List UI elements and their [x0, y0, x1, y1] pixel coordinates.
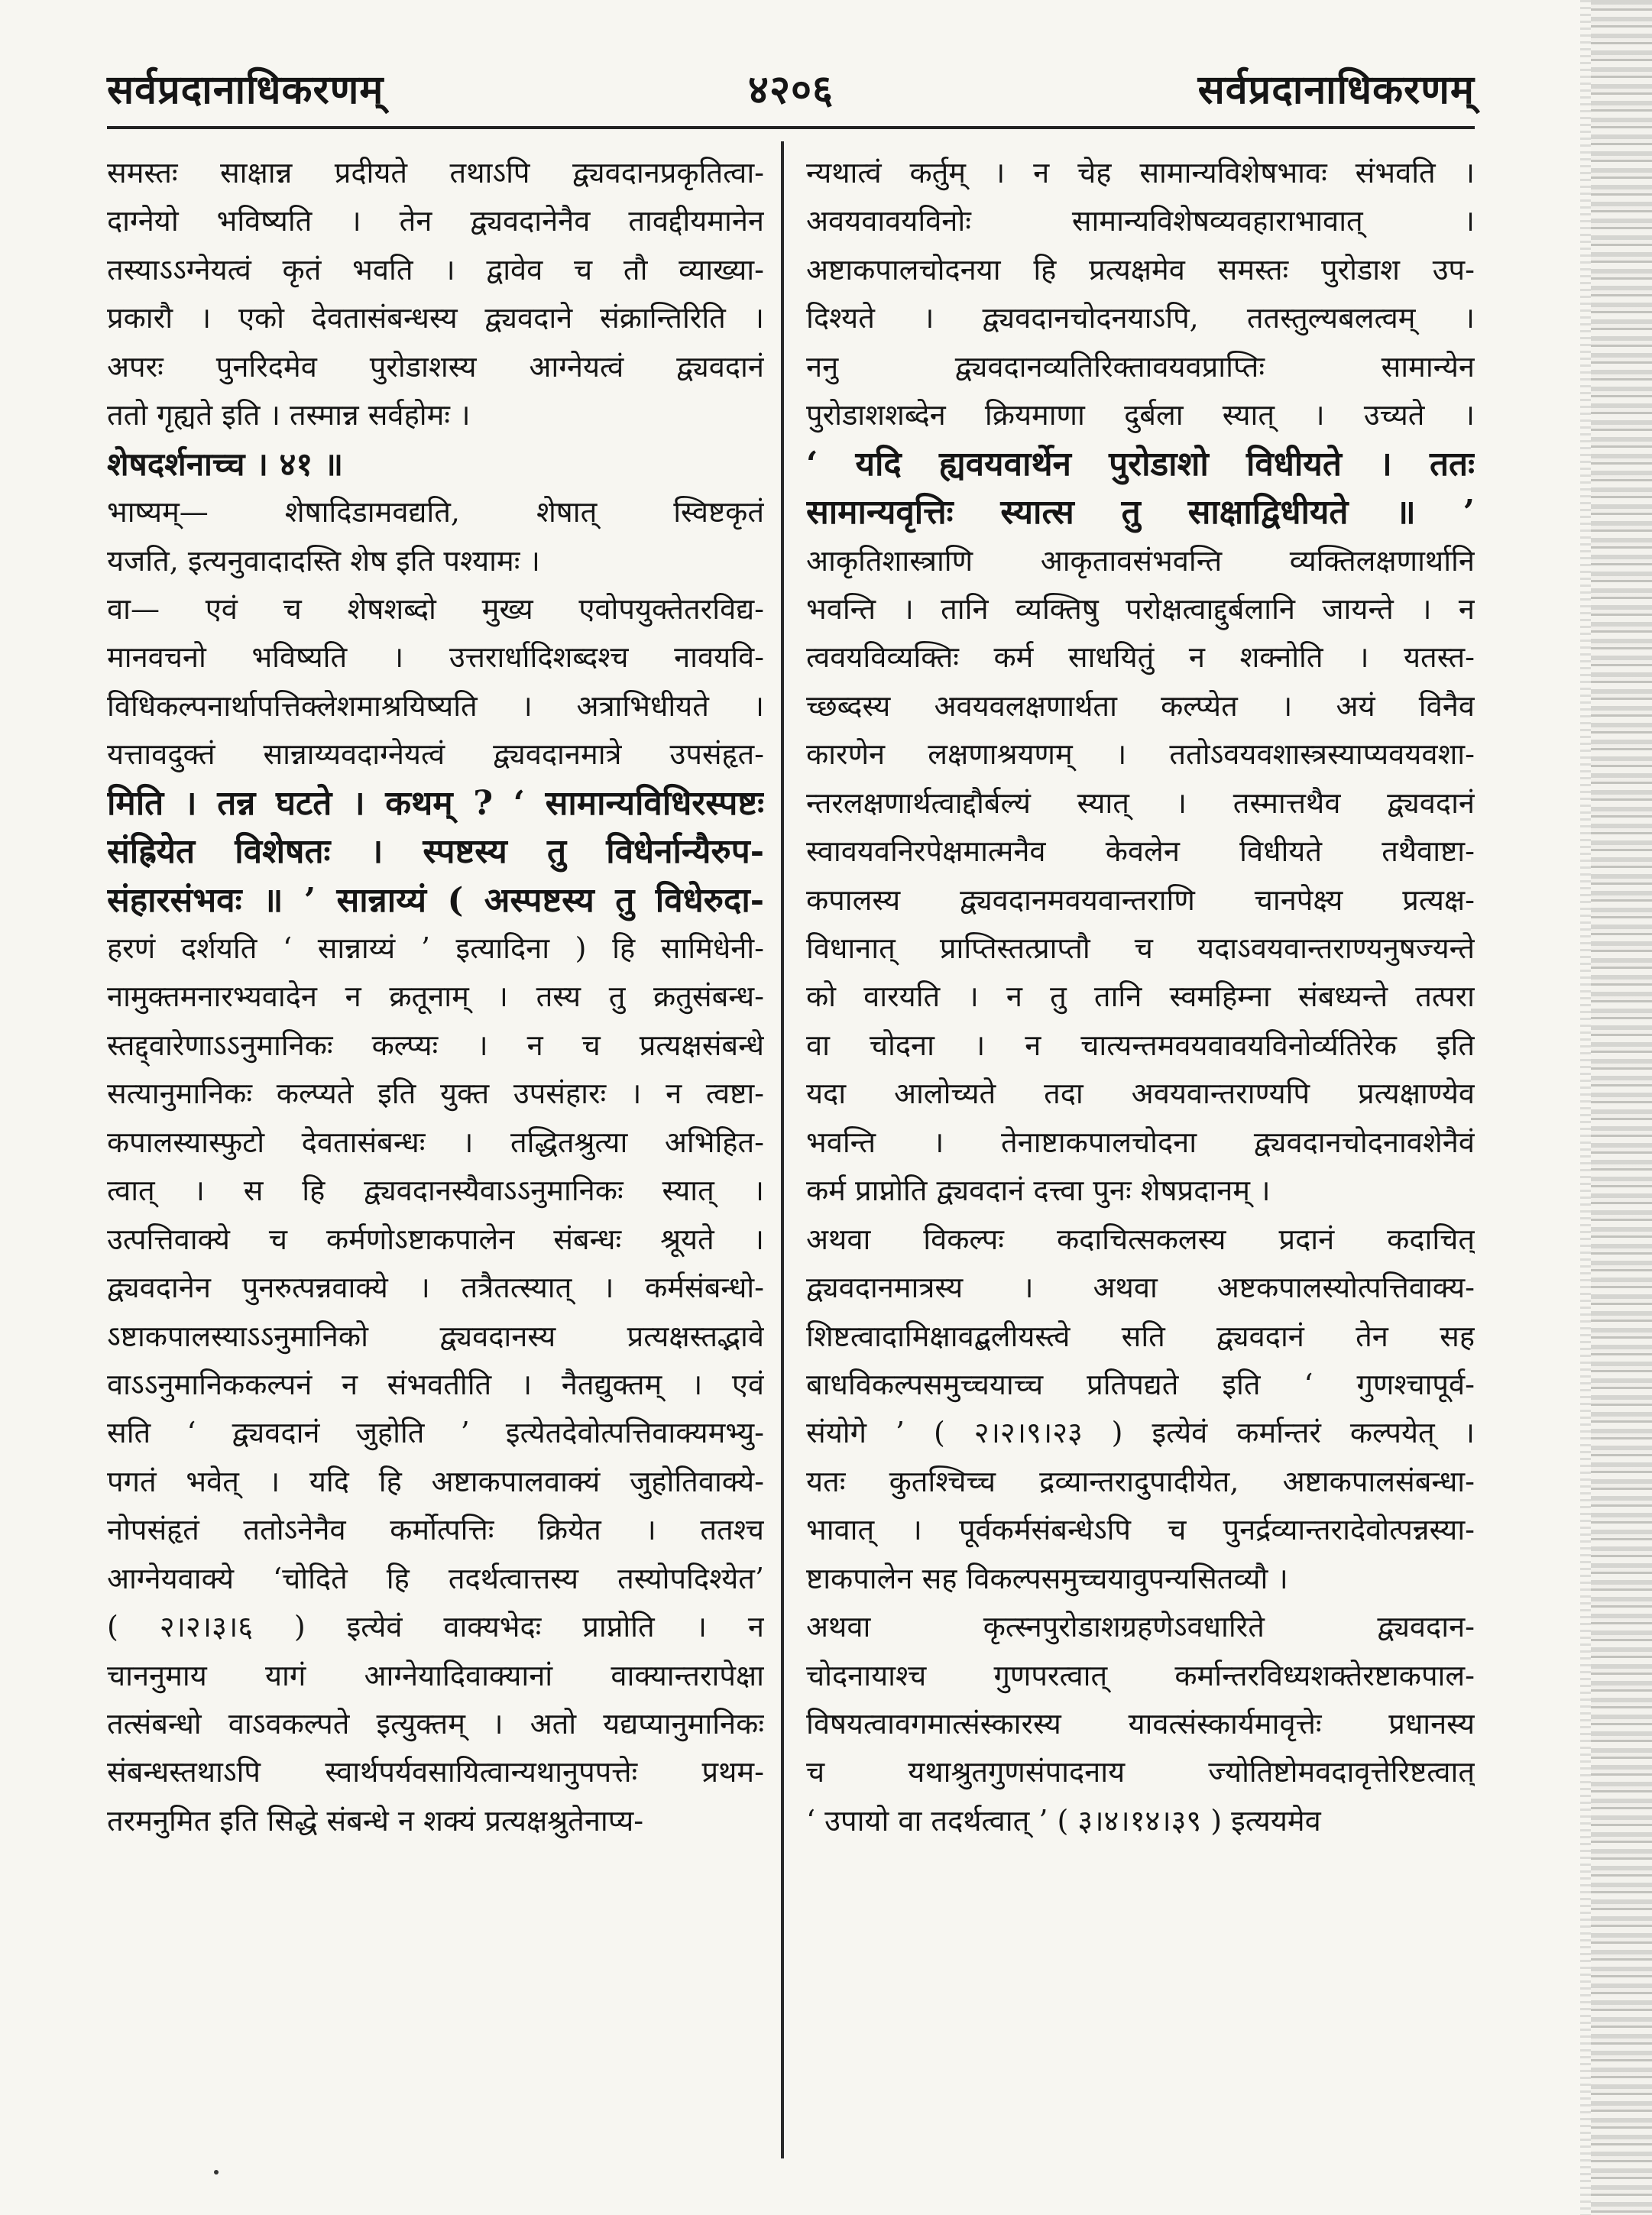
- text-line: अथवा कृत्स्नपुरोडाशग्रहणेऽवधारिते द्व्यवदान-: [806, 1610, 1475, 1644]
- text-line: संयोगे ’ ( २।२।९।२३ ) इत्येवं कर्मान्तरं कल्पयेत् ।: [806, 1416, 1475, 1450]
- text-line: वा चोदना । न चात्यन्तमवयवावयविनोर्व्यतिरेक इति: [806, 1028, 1475, 1062]
- stray-mark: [214, 2170, 219, 2175]
- text-line: हरणं दर्शयति ‘ सान्नाय्यं ’ इत्यादिना ) हि सामिधेनी-: [107, 931, 764, 965]
- text-line: अष्टाकपालचोदनया हि प्रत्यक्षमेव समस्तः पुरोडाश उप-: [806, 252, 1475, 287]
- text-line: ष्टाकपालेन सह विकल्पसमुच्चयावुपन्यसितव्यौ ।: [806, 1561, 1288, 1595]
- text-line: वाऽऽनुमानिककल्पनं न संभवतीति । नैतद्युक्तम् । एवं: [107, 1367, 764, 1401]
- text-line: विधानात् प्राप्तिस्तत्प्राप्तौ च यदाऽवयवान्तराण्यनुषज्यन्ते: [806, 931, 1475, 965]
- text-line: नामुक्तमनारभ्यवादेन न क्रतूनाम् । तस्य तु क्रतुसंबन्ध-: [107, 980, 764, 1014]
- text-line: न्यथात्वं कर्तुम् । न चेह सामान्यविशेषभावः संभवति ।: [806, 156, 1475, 189]
- text-line: न्तरलक्षणार्थत्वाद्दौर्बल्यं स्यात् । तस्मात्तथैव द्व्यवदानं: [806, 785, 1475, 820]
- text-line: कपालस्यास्फुटो देवतासंबन्धः । तद्धितश्रुत्या अभिहित-: [107, 1125, 764, 1159]
- text-line: शेषदर्शनाच्च । ४१ ॥: [107, 445, 344, 483]
- text-line: आग्नेयवाक्ये ‘चोदिते हि तदर्थत्वात्तस्य तस्योपदिश्येत’: [107, 1561, 764, 1595]
- text-line: उत्पत्तिवाक्ये च कर्मणोऽष्टाकपालेन संबन्धः श्रूयते ।: [107, 1222, 764, 1256]
- scan-edge-inner: [1580, 0, 1591, 2215]
- running-header: [107, 47, 1475, 116]
- text-line: विधिकल्पनार्थापत्तिक्लेशमाश्रयिष्यति । अत्राभिधीयते ।: [107, 688, 764, 723]
- text-line: च्छब्दस्य अवयवलक्षणार्थता कल्प्येत । अयं विनैव: [806, 688, 1475, 723]
- text-line: मिति । तन्न घटते । कथम् ? ‘ सामान्यविधिरस्पष्टः: [107, 783, 764, 823]
- page-number: ४२०६: [747, 66, 834, 113]
- scan-edge-noise: [1591, 0, 1652, 2215]
- text-line: यतः कुतश्चिच्च द्रव्यान्तरादुपादीयेत, अष्टाकपालसंबन्धा-: [806, 1464, 1475, 1498]
- text-line: त्वात् । स हि द्व्यवदानस्यैवाऽऽनुमानिकः स्यात् ।: [107, 1174, 764, 1208]
- right-column: [806, 149, 1475, 1845]
- left-column: [107, 149, 764, 1845]
- text-line: मानवचनो भविष्यति । उत्तरार्धादिशब्दश्च नावयवि-: [107, 640, 764, 675]
- text-line: आकृतिशास्त्राणि आकृतावसंभवन्ति व्यक्तिलक्षणार्थानि: [806, 543, 1475, 578]
- text-line: स्तद्द्वारेणाऽऽनुमानिकः कल्प्यः । न च प्रत्यक्षसंबन्धे: [107, 1028, 764, 1062]
- text-line: द्व्यवदानमात्रस्य । अथवा अष्टकपालस्योत्पत्तिवाक्य-: [806, 1271, 1475, 1305]
- text-line: अवयवावयविनोः सामान्यविशेषव्यवहाराभावात् ।: [806, 204, 1475, 238]
- text-line: ‘ यदि ह्यवयवार्थेन पुरोडाशो विधीयते । ततः: [806, 444, 1475, 484]
- text-line: त्ववयविव्यक्तिः कर्म साधयितुं न शक्नोति । यतस्त-: [806, 640, 1475, 675]
- text-line: ‘ उपायो वा तदर्थत्वात् ’ ( ३।४।१४।३९ ) इत्ययमेव: [806, 1803, 1321, 1838]
- text-line: संबन्धस्तथाऽपि स्वार्थपर्यवसायित्वान्यथानुपपत्तेः प्रथम-: [107, 1755, 764, 1789]
- text-line: सामान्यवृत्तिः स्यात्स तु साक्षाद्विधीयते ॥ ’: [806, 493, 1475, 533]
- text-line: दाग्नेयो भविष्यति । तेन द्व्यवदानेनैव तावद्दीयमानेन: [107, 204, 764, 238]
- text-line: द्व्यवदानेन पुनरुत्पन्नवाक्ये । तत्रैतत्स्यात् । कर्मसंबन्धो-: [107, 1271, 764, 1305]
- text-line: विषयत्वावगमात्संस्कारस्य यावत्संस्कार्यमावृत्तेः प्रधानस्य: [806, 1707, 1475, 1741]
- text-line: यजति, इत्यनुवादादस्ति शेष इति पश्यामः ।: [107, 543, 540, 578]
- text-line: दिश्यते । द्व्यवदानचोदनयाऽपि, ततस्तुल्यबलत्वम् ।: [806, 301, 1475, 335]
- text-line: भवन्ति । तेनाष्टाकपालचोदना द्व्यवदानचोदनावशेनैवं: [806, 1125, 1475, 1159]
- header-rule: [107, 126, 1475, 129]
- text-line: वा— एवं च शेषशब्दो मुख्य एवोपयुक्तेतरविद्य-: [107, 591, 764, 626]
- column-divider: [781, 141, 784, 2158]
- text-line: को वारयति । न तु तानि स्वमहिम्ना संबध्यन्ते तत्परा: [806, 980, 1475, 1014]
- text-line: तरमनुमित इति सिद्धे संबन्धे न शक्यं प्रत्यक्षश्रुतेनाप्य-: [107, 1803, 644, 1838]
- text-line: ननु द्व्यवदानव्यतिरिक्तावयवप्राप्तिः सामान्येन: [806, 349, 1475, 384]
- text-line: अथवा विकल्पः कदाचित्सकलस्य प्रदानं कदाचित्: [806, 1222, 1475, 1256]
- text-line: पगतं भवेत् । यदि हि अष्टाकपालवाक्यं जुहोतिवाक्ये-: [107, 1464, 764, 1498]
- text-line: सत्यानुमानिकः कल्प्यते इति युक्त उपसंहारः । न त्वष्टा-: [107, 1077, 764, 1111]
- text-line: तस्याऽऽग्नेयत्वं कृतं भवति । द्वावेव च तौ व्याख्या-: [107, 252, 764, 287]
- header-right-title: सर्वप्रदानाधिकरणम्: [1197, 66, 1475, 113]
- text-line: ( २।२।३।६ ) इत्येवं वाक्यभेदः प्राप्नोति । न: [107, 1610, 764, 1644]
- text-line: संह्रियेत विशेषतः । स्पष्टस्य तु विधेर्नान्यैरुप-: [107, 832, 764, 872]
- text-line: नोपसंहृतं ततोऽनेनैव कर्मोत्पत्तिः क्रियेत । ततश्च: [107, 1513, 764, 1547]
- text-line: शिष्टत्वादामिक्षावद्बलीयस्त्वे सति द्व्यवदानं तेन सह: [806, 1319, 1475, 1353]
- text-line: भाष्यम्— शेषादिडामवद्यति, शेषात् स्विष्टकृतं: [107, 495, 764, 529]
- text-line: संहारसंभवः ॥ ’ सान्नाय्यं ( अस्पष्टस्य तु विधेरुदा-: [107, 880, 764, 920]
- text-line: समस्तः साक्षान्न प्रदीयते तथाऽपि द्व्यवदानप्रकृतित्वा-: [107, 156, 764, 189]
- text-line: सति ‘ द्व्यवदानं जुहोति ’ इत्येतदेवोत्पत्तिवाक्यमभ्यु-: [107, 1416, 764, 1450]
- text-line: कर्म प्राप्नोति द्व्यवदानं दत्त्वा पुनः शेषप्रदानम् ।: [806, 1174, 1271, 1208]
- text-line: तत्संबन्धो वाऽवकल्पते इत्युक्तम् । अतो यद्यप्यानुमानिकः: [107, 1707, 764, 1741]
- text-line: भावात् । पूर्वकर्मसंबन्धेऽपि च पुनर्द्रव्यान्तरादेवोत्पन्नस्या-: [806, 1513, 1475, 1547]
- text-line: कारणेन लक्षणाश्रयणम् । ततोऽवयवशास्त्रस्याप्यवयवशा-: [806, 737, 1475, 772]
- header-left-title: सर्वप्रदानाधिकरणम्: [107, 66, 384, 113]
- text-line: चोदनायाश्च गुणपरत्वात् कर्मान्तरविध्यशक्तेरष्टाकपाल-: [806, 1658, 1475, 1692]
- text-line: भवन्ति । तानि व्यक्तिषु परोक्षत्वाद्दुर्बलानि जायन्ते । न: [806, 591, 1475, 626]
- text-line: ततो गृह्यते इति । तस्मान्न सर्वहोमः ।: [107, 398, 471, 432]
- text-line: ऽष्टाकपालस्याऽऽनुमानिको द्व्यवदानस्य प्रत्यक्षस्तद्भावे: [107, 1319, 764, 1353]
- text-line: च यथाश्रुतगुणसंपादनाय ज्योतिष्टोमवदावृत्तेरिष्टत्वात्: [806, 1755, 1475, 1789]
- text-line: स्वावयवनिरपेक्षमात्मनैव केवलेन विधीयते तथैवाष्टा-: [806, 834, 1475, 869]
- text-line: पुरोडाशशब्देन क्रियमाणा दुर्बला स्यात् । उच्यते ।: [806, 398, 1475, 432]
- text-line: चाननुमाय यागं आग्नेयादिवाक्यानां वाक्यान्तरापेक्षा: [107, 1658, 764, 1692]
- text-line: बाधविकल्पसमुच्चयाच्च प्रतिपद्यते इति ‘ गुणश्चापूर्व-: [806, 1367, 1475, 1401]
- text-line: प्रकारौ । एको देवतासंबन्धस्य द्व्यवदाने संक्रान्तिरिति ।: [107, 301, 764, 335]
- text-line: कपालस्य द्व्यवदानमवयवान्तराणि चानपेक्ष्य प्रत्यक्ष-: [806, 882, 1475, 917]
- text-line: यत्तावदुक्तं सान्नाय्यवदाग्नेयत्वं द्व्यवदानमात्रे उपसंहृत-: [107, 737, 764, 772]
- text-line: अपरः पुनरिदमेव पुरोडाशस्य आग्नेयत्वं द्व्यवदानं: [107, 349, 764, 384]
- text-line: यदा आलोच्यते तदा अवयवान्तराण्यपि प्रत्यक्षाण्येव: [806, 1077, 1475, 1111]
